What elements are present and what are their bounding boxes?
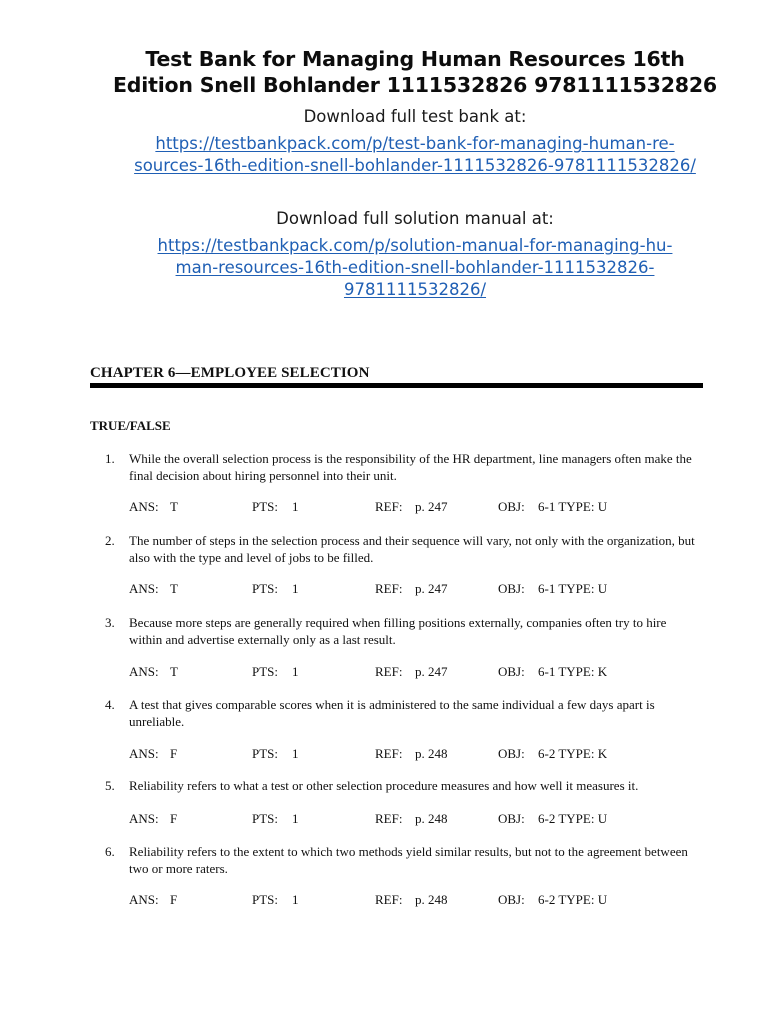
obj-label: OBJ: (498, 664, 525, 679)
question-number: 2. (105, 533, 115, 548)
obj-label: OBJ: (498, 811, 525, 826)
pts-value: 1 (292, 746, 299, 761)
ans-label: ANS: (129, 664, 159, 679)
question-text: Because more steps are generally required when filling positions externally, companies often try to hire within and advertise externally only as a last result. (129, 615, 667, 647)
obj-value: 6-1 TYPE: U (538, 499, 608, 514)
ref-value: p. 247 (415, 499, 448, 514)
testbank-link[interactable] (120, 133, 710, 177)
pts-value: 1 (292, 499, 299, 514)
title-line-1: Test Bank for Managing Human Resources 16th (145, 47, 685, 71)
answer-row (129, 499, 695, 515)
answer-row (129, 746, 695, 762)
solution-link-line-2[interactable]: man-resources-16th-edition-snell-bohlander-1111532826- (175, 258, 655, 277)
question-text: The number of steps in the selection process and their sequence will vary, not only with the organization, but also with the type and level of jobs to be filled. (129, 533, 695, 565)
testbank-link-line-2[interactable]: sources-16th-edition-snell-bohlander-1111532826-9781111532826/ (134, 156, 696, 175)
pts-label: PTS: (252, 811, 279, 826)
pts-label: PTS: (252, 581, 279, 596)
obj-label: OBJ: (498, 581, 525, 596)
obj-label: OBJ: (498, 746, 525, 761)
obj-value: 6-1 TYPE: U (538, 581, 608, 596)
ref-label: REF: (375, 664, 403, 679)
question-number: 4. (105, 697, 115, 712)
ref-label: REF: (375, 746, 403, 761)
ans-value: T (170, 499, 178, 514)
pts-label: PTS: (252, 746, 279, 761)
ref-value: p. 247 (415, 664, 448, 679)
answer-row (129, 664, 695, 680)
chapter-divider (90, 383, 703, 388)
ans-value: F (170, 746, 178, 761)
ref-label: REF: (375, 499, 403, 514)
section-heading: TRUE/FALSE (90, 418, 171, 433)
pts-value: 1 (292, 892, 299, 907)
question-text: A test that gives comparable scores when it is administered to the same individual a few days apart is unreliable. (129, 697, 655, 729)
chapter-heading: CHAPTER 6—EMPLOYEE SELECTION (90, 365, 370, 381)
question-text: Reliability refers to what a test or other selection procedure measures and how well it measures it. (129, 778, 639, 793)
ref-label: REF: (375, 892, 403, 907)
obj-value: 6-2 TYPE: U (538, 811, 608, 826)
ref-value: p. 248 (415, 811, 448, 826)
question-text: While the overall selection process is the responsibility of the HR department, line managers often make the final decision about hiring personnel into their unit. (129, 451, 692, 483)
ans-label: ANS: (129, 499, 159, 514)
document-title (90, 46, 740, 98)
title-line-2: Edition Snell Bohlander 1111532826 9781111532826 (113, 73, 717, 97)
ref-label: REF: (375, 811, 403, 826)
answer-row (129, 892, 695, 908)
pts-label: PTS: (252, 499, 279, 514)
ans-label: ANS: (129, 581, 159, 596)
pts-label: PTS: (252, 892, 279, 907)
obj-value: 6-1 TYPE: K (538, 664, 608, 679)
ref-value: p. 247 (415, 581, 448, 596)
question-number: 5. (105, 778, 115, 793)
pts-value: 1 (292, 664, 299, 679)
ans-value: T (170, 664, 178, 679)
question-number: 6. (105, 844, 115, 859)
ans-value: F (170, 811, 178, 826)
ans-label: ANS: (129, 892, 159, 907)
ans-value: T (170, 581, 178, 596)
ans-label: ANS: (129, 746, 159, 761)
answer-row (129, 811, 695, 827)
ans-value: F (170, 892, 178, 907)
pts-value: 1 (292, 811, 299, 826)
obj-value: 6-2 TYPE: K (538, 746, 608, 761)
question-number: 1. (105, 451, 115, 466)
solution-link-line-3[interactable]: 9781111532826/ (343, 280, 487, 299)
ref-value: p. 248 (415, 892, 448, 907)
testbank-link-line-1[interactable]: https://testbankpack.com/p/test-bank-for-managing-human-re- (155, 134, 675, 153)
ref-label: REF: (375, 581, 403, 596)
ref-value: p. 248 (415, 746, 448, 761)
solution-link-line-1[interactable]: https://testbankpack.com/p/solution-manual-for-managing-hu- (157, 236, 673, 255)
answer-row (129, 581, 695, 597)
download-solution-label: Download full solution manual at: (276, 209, 554, 228)
question-text: Reliability refers to the extent to which two methods yield similar results, but not to the agreement between two or more raters. (129, 844, 688, 876)
obj-value: 6-2 TYPE: U (538, 892, 608, 907)
obj-label: OBJ: (498, 892, 525, 907)
obj-label: OBJ: (498, 499, 525, 514)
pts-value: 1 (292, 581, 299, 596)
pts-label: PTS: (252, 664, 279, 679)
solution-link[interactable] (120, 235, 710, 301)
download-testbank-label: Download full test bank at: (303, 107, 527, 126)
ans-label: ANS: (129, 811, 159, 826)
question-number: 3. (105, 615, 115, 630)
